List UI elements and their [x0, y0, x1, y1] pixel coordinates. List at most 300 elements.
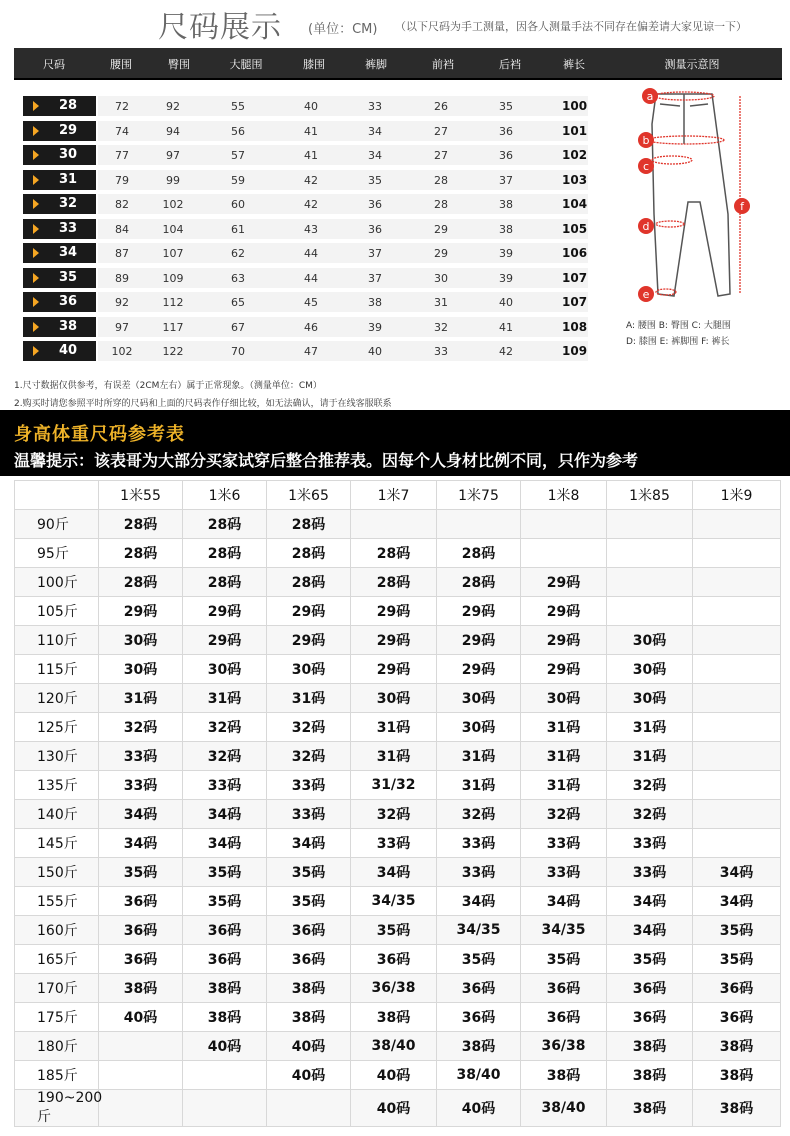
size-value: 72 — [115, 100, 129, 113]
ref-height-header: 1米7 — [351, 481, 437, 510]
ref-weight-cell: 125斤 — [15, 713, 99, 742]
size-value: 39 — [499, 271, 513, 285]
size-value: 122 — [162, 345, 184, 358]
page-title: 尺码展示 — [158, 10, 282, 45]
size-value: 37 — [368, 271, 382, 285]
ref-size-cell — [437, 510, 521, 539]
ref-size-cell: 33码 — [437, 829, 521, 858]
size-value: 36 — [368, 222, 382, 236]
size-label: 34 — [59, 245, 78, 260]
ref-size-cell: 33码 — [437, 858, 521, 887]
size-value: 37 — [499, 173, 513, 187]
arrow-icon — [33, 150, 39, 160]
ref-size-cell: 30码 — [607, 684, 693, 713]
size-row — [0, 145, 600, 165]
size-value: 46 — [304, 320, 318, 334]
ref-size-cell — [693, 655, 781, 684]
ref-weight-cell: 170斤 — [15, 974, 99, 1003]
pants-length: 106 — [562, 246, 588, 260]
ref-size-cell: 33码 — [183, 771, 267, 800]
size-label: 32 — [59, 196, 78, 211]
ref-size-cell: 29码 — [437, 655, 521, 684]
size-value: 62 — [231, 247, 245, 260]
ref-height-header: 1米8 — [521, 481, 607, 510]
size-row — [0, 317, 600, 337]
size-value: 60 — [231, 198, 245, 211]
ref-size-cell: 30码 — [99, 655, 183, 684]
ref-size-cell: 28码 — [267, 539, 351, 568]
ref-weight-cell: 185斤 — [15, 1061, 99, 1090]
measure-lines — [648, 92, 740, 295]
ref-weight-cell: 130斤 — [15, 742, 99, 771]
ref-size-cell: 40码 — [437, 1090, 521, 1127]
ref-size-cell: 36码 — [521, 1003, 607, 1032]
size-tag — [23, 170, 96, 190]
ref-size-cell: 38码 — [267, 1003, 351, 1032]
ref-size-cell: 38码 — [693, 1032, 781, 1061]
ref-size-cell: 28码 — [99, 568, 183, 597]
size-value: 40 — [304, 100, 318, 113]
size-value: 29 — [434, 222, 448, 236]
ref-size-cell: 40码 — [267, 1032, 351, 1061]
size-value: 42 — [499, 345, 513, 358]
ref-size-cell: 32码 — [99, 713, 183, 742]
size-display-title-row — [0, 0, 790, 44]
ref-size-cell: 33码 — [351, 829, 437, 858]
ref-size-cell: 32码 — [267, 713, 351, 742]
ref-size-cell: 36码 — [437, 1003, 521, 1032]
size-value: 102 — [111, 345, 133, 358]
size-value: 36 — [499, 149, 513, 162]
ref-size-cell: 38/40 — [521, 1090, 607, 1127]
ref-size-cell: 31码 — [99, 684, 183, 713]
ref-size-cell: 31码 — [521, 713, 607, 742]
diagram-legend-2: D: 膝围 E: 裤脚围 F: 裤长 — [626, 337, 730, 347]
ref-size-cell: 36码 — [351, 945, 437, 974]
ref-size-cell — [607, 568, 693, 597]
size-label: 29 — [59, 122, 78, 138]
size-tag — [23, 317, 96, 337]
ref-size-cell: 35码 — [607, 945, 693, 974]
ref-row — [15, 1090, 781, 1127]
ref-size-cell: 36码 — [521, 974, 607, 1003]
size-value: 38 — [499, 198, 513, 211]
ref-height-header: 1米75 — [437, 481, 521, 510]
ref-size-cell — [693, 539, 781, 568]
ref-corner-cell — [15, 481, 99, 510]
ref-size-cell: 32码 — [437, 800, 521, 829]
ref-row — [15, 1061, 781, 1090]
ref-size-cell: 31码 — [437, 771, 521, 800]
size-tag — [23, 96, 96, 116]
ref-size-cell: 33码 — [607, 829, 693, 858]
ref-size-cell: 30码 — [607, 626, 693, 655]
size-value: 94 — [166, 124, 180, 138]
ref-row — [15, 626, 781, 655]
ref-weight-cell: 135斤 — [15, 771, 99, 800]
size-value: 45 — [304, 296, 318, 309]
height-weight-table — [14, 480, 781, 1127]
section-title: 身高体重尺码参考表 — [14, 424, 185, 445]
pants-length: 107 — [562, 270, 588, 285]
ref-size-cell: 38码 — [521, 1061, 607, 1090]
svg-text:b: b — [642, 134, 650, 147]
size-label: 38 — [59, 318, 78, 334]
ref-row — [15, 684, 781, 713]
ref-size-cell: 30码 — [99, 626, 183, 655]
size-value: 44 — [304, 271, 318, 285]
ref-height-header: 1米65 — [267, 481, 351, 510]
arrow-icon — [33, 175, 39, 185]
size-value: 89 — [115, 271, 129, 285]
size-value: 27 — [434, 149, 448, 162]
size-value: 74 — [115, 124, 129, 138]
ref-size-cell: 36码 — [437, 974, 521, 1003]
ref-row — [15, 1003, 781, 1032]
ref-size-cell: 34/35 — [351, 887, 437, 916]
ref-size-cell: 31码 — [607, 713, 693, 742]
size-value: 82 — [115, 198, 129, 211]
ref-size-cell: 38码 — [437, 1032, 521, 1061]
ref-size-cell: 34码 — [521, 887, 607, 916]
ref-weight-cell: 90斤 — [15, 510, 99, 539]
ref-size-cell: 35码 — [99, 858, 183, 887]
ref-size-cell — [693, 684, 781, 713]
ref-size-cell: 35码 — [267, 858, 351, 887]
header-back-rise: 后裆 — [499, 58, 521, 71]
ref-size-cell: 36码 — [183, 945, 267, 974]
ref-size-cell: 33码 — [267, 771, 351, 800]
ref-size-cell: 38码 — [351, 1003, 437, 1032]
arrow-icon — [33, 273, 39, 283]
ref-weight-cell: 120斤 — [15, 684, 99, 713]
size-value: 29 — [434, 247, 448, 260]
note-2: 2.购买时请您参照平时所穿的尺码和上面的尺码表作仔细比较，如无法确认，请于在线客服联系 — [14, 399, 392, 409]
size-tag — [23, 341, 96, 361]
ref-size-cell: 35码 — [693, 945, 781, 974]
ref-size-cell: 38码 — [267, 974, 351, 1003]
ref-size-cell: 34码 — [607, 887, 693, 916]
ref-size-cell: 28码 — [183, 539, 267, 568]
ref-size-cell: 38码 — [607, 1090, 693, 1127]
pants-length: 104 — [562, 197, 588, 211]
size-tag — [23, 243, 96, 263]
ref-size-cell: 30码 — [437, 713, 521, 742]
ref-size-cell: 28码 — [351, 568, 437, 597]
header-hip: 臀围 — [168, 58, 190, 71]
size-value: 43 — [304, 222, 318, 236]
size-value: 34 — [368, 124, 382, 138]
ref-size-cell: 33码 — [99, 771, 183, 800]
size-row — [0, 194, 600, 214]
ref-size-cell: 31码 — [351, 742, 437, 771]
ref-row — [15, 568, 781, 597]
arrow-icon — [33, 322, 39, 332]
ref-weight-cell: 160斤 — [15, 916, 99, 945]
ref-row — [15, 510, 781, 539]
ref-size-cell — [521, 510, 607, 539]
note-1: 1.尺寸数据仅供参考，有误差（2CM左右）属于正常现象。（测量单位：CM） — [14, 381, 322, 391]
ref-weight-cell: 155斤 — [15, 887, 99, 916]
size-value: 70 — [231, 345, 245, 358]
size-value: 32 — [434, 320, 448, 334]
size-value: 41 — [304, 124, 318, 138]
ref-size-cell: 29码 — [521, 568, 607, 597]
ref-size-cell: 34码 — [437, 887, 521, 916]
ref-size-cell: 28码 — [267, 568, 351, 597]
ref-size-cell: 36码 — [99, 916, 183, 945]
ref-size-cell: 31码 — [183, 684, 267, 713]
size-value: 38 — [368, 296, 382, 309]
size-value: 39 — [499, 247, 513, 260]
ref-size-cell: 35码 — [693, 916, 781, 945]
ref-size-cell: 29码 — [521, 597, 607, 626]
ref-size-cell: 29码 — [521, 655, 607, 684]
pants-length: 101 — [562, 123, 588, 138]
size-value: 65 — [231, 296, 245, 309]
ref-size-cell: 34码 — [693, 858, 781, 887]
size-value: 33 — [368, 100, 382, 113]
size-value: 41 — [304, 149, 318, 162]
ref-size-cell — [99, 1032, 183, 1061]
size-value: 36 — [499, 124, 513, 138]
ref-row — [15, 597, 781, 626]
ref-size-cell: 32码 — [521, 800, 607, 829]
size-value: 92 — [166, 100, 180, 113]
ref-height-header: 1米85 — [607, 481, 693, 510]
size-value: 102 — [162, 198, 184, 211]
ref-weight-cell: 100斤 — [15, 568, 99, 597]
size-value: 41 — [499, 320, 513, 334]
ref-size-cell: 36/38 — [351, 974, 437, 1003]
ref-size-cell: 29码 — [267, 597, 351, 626]
size-table-header — [14, 48, 782, 80]
section-tip: 温馨提示：该表哥为大部分买家试穿后整合推荐表。因每个人身材比例不同，只作为参考 — [14, 451, 639, 470]
size-tag — [23, 194, 96, 214]
arrow-icon — [33, 199, 39, 209]
size-value: 117 — [162, 320, 184, 334]
ref-size-cell — [693, 568, 781, 597]
ref-weight-cell: 165斤 — [15, 945, 99, 974]
ref-size-cell: 32码 — [267, 742, 351, 771]
size-value: 63 — [231, 271, 245, 285]
size-value: 35 — [368, 173, 382, 187]
size-row — [0, 341, 600, 361]
ref-header-row — [15, 481, 781, 510]
ref-row — [15, 771, 781, 800]
ref-row — [15, 858, 781, 887]
ref-size-cell — [693, 771, 781, 800]
ref-size-cell: 36码 — [267, 945, 351, 974]
pants-length: 103 — [562, 172, 588, 187]
ref-size-cell: 28码 — [99, 539, 183, 568]
ref-size-cell: 34/35 — [437, 916, 521, 945]
ref-size-cell — [521, 539, 607, 568]
size-value: 55 — [231, 100, 245, 113]
pants-outline — [652, 94, 730, 296]
size-row — [0, 243, 600, 263]
title-unit: (单位：CM) — [308, 22, 378, 37]
ref-size-cell: 33码 — [521, 858, 607, 887]
size-value: 33 — [434, 345, 448, 358]
ref-size-cell: 34码 — [99, 800, 183, 829]
ref-size-cell: 28码 — [183, 568, 267, 597]
arrow-icon — [33, 126, 39, 136]
ref-size-cell: 30码 — [437, 684, 521, 713]
size-value: 67 — [231, 320, 245, 334]
size-value: 28 — [434, 173, 448, 187]
size-value: 38 — [499, 222, 513, 236]
ref-size-cell — [693, 800, 781, 829]
header-diagram: 测量示意图 — [664, 58, 720, 71]
pants-length: 107 — [562, 295, 588, 309]
diagram-legend-1: A: 腰围 B: 臀围 C: 大腿围 — [626, 321, 731, 331]
arrow-icon — [33, 248, 39, 258]
size-tag — [23, 121, 96, 141]
ref-size-cell: 34码 — [183, 829, 267, 858]
ref-size-cell — [607, 539, 693, 568]
size-value: 28 — [434, 198, 448, 211]
size-value: 109 — [162, 271, 184, 285]
size-value: 61 — [231, 222, 245, 236]
ref-size-cell — [607, 597, 693, 626]
measurement-diagram — [600, 84, 780, 354]
ref-weight-cell: 145斤 — [15, 829, 99, 858]
ref-size-cell: 30码 — [607, 655, 693, 684]
size-value: 42 — [304, 173, 318, 187]
header-waist: 腰围 — [110, 58, 132, 71]
ref-size-cell: 29码 — [521, 626, 607, 655]
ref-weight-cell: 140斤 — [15, 800, 99, 829]
ref-size-cell: 36码 — [607, 1003, 693, 1032]
height-weight-table-wrap — [14, 480, 780, 1130]
svg-text:d: d — [642, 220, 650, 233]
ref-size-cell — [693, 713, 781, 742]
ref-row — [15, 713, 781, 742]
size-value: 31 — [434, 296, 448, 309]
ref-row — [15, 1032, 781, 1061]
ref-height-header: 1米9 — [693, 481, 781, 510]
ref-size-cell: 35码 — [351, 916, 437, 945]
ref-size-cell: 29码 — [351, 597, 437, 626]
ref-size-cell: 35码 — [183, 858, 267, 887]
size-value: 104 — [162, 222, 184, 236]
ref-size-cell: 32码 — [351, 800, 437, 829]
header-length: 裤长 — [563, 58, 585, 71]
svg-text:c: c — [642, 160, 650, 173]
ref-row — [15, 539, 781, 568]
size-value: 26 — [434, 100, 448, 113]
size-value: 87 — [115, 247, 129, 260]
height-weight-header — [0, 410, 790, 476]
svg-text:e: e — [642, 288, 650, 301]
size-value: 27 — [434, 124, 448, 138]
ref-row — [15, 655, 781, 684]
size-value: 36 — [368, 198, 382, 211]
ref-size-cell: 40码 — [183, 1032, 267, 1061]
ref-size-cell: 36码 — [267, 916, 351, 945]
ref-size-cell: 33码 — [607, 858, 693, 887]
ref-size-cell: 34码 — [607, 916, 693, 945]
ref-weight-cell: 175斤 — [15, 1003, 99, 1032]
ref-weight-cell: 190~200斤 — [15, 1090, 99, 1127]
size-value: 57 — [231, 149, 245, 162]
ref-size-cell: 38码 — [693, 1090, 781, 1127]
size-row — [0, 219, 600, 239]
ref-size-cell: 34码 — [693, 887, 781, 916]
size-label: 28 — [59, 98, 78, 113]
ref-weight-cell: 180斤 — [15, 1032, 99, 1061]
ref-size-cell: 32码 — [607, 771, 693, 800]
size-value: 56 — [231, 124, 245, 138]
ref-weight-cell: 105斤 — [15, 597, 99, 626]
header-front-rise: 前裆 — [432, 58, 454, 71]
ref-size-cell: 34码 — [183, 800, 267, 829]
size-row — [0, 121, 600, 141]
size-value: 40 — [499, 296, 513, 309]
ref-size-cell: 32码 — [607, 800, 693, 829]
ref-size-cell: 40码 — [351, 1061, 437, 1090]
arrow-icon — [33, 101, 39, 111]
size-value: 30 — [434, 271, 448, 285]
ref-size-cell: 38/40 — [351, 1032, 437, 1061]
ref-size-cell: 33码 — [267, 800, 351, 829]
ref-weight-cell: 110斤 — [15, 626, 99, 655]
ref-size-cell: 29码 — [351, 655, 437, 684]
pants-length: 105 — [562, 221, 588, 236]
size-value: 97 — [115, 320, 129, 334]
size-label: 30 — [59, 147, 78, 162]
ref-size-cell: 30码 — [183, 655, 267, 684]
size-value: 107 — [162, 247, 184, 260]
ref-size-cell: 29码 — [437, 626, 521, 655]
ref-weight-cell: 150斤 — [15, 858, 99, 887]
ref-size-cell: 36/38 — [521, 1032, 607, 1061]
ref-size-cell: 34码 — [99, 829, 183, 858]
ref-size-cell: 38码 — [693, 1061, 781, 1090]
ref-size-cell: 38码 — [183, 974, 267, 1003]
size-row — [0, 96, 600, 116]
ref-size-cell: 28码 — [267, 510, 351, 539]
size-value: 42 — [304, 198, 318, 211]
ref-size-cell: 38码 — [183, 1003, 267, 1032]
ref-size-cell: 31码 — [437, 742, 521, 771]
size-label: 35 — [59, 269, 78, 285]
ref-row — [15, 916, 781, 945]
size-row — [0, 170, 600, 190]
size-value: 40 — [368, 345, 382, 358]
ref-size-cell — [99, 1061, 183, 1090]
ref-size-cell: 38码 — [99, 974, 183, 1003]
ref-size-cell — [607, 510, 693, 539]
ref-size-cell: 38码 — [607, 1061, 693, 1090]
size-value: 99 — [166, 173, 180, 187]
size-value: 39 — [368, 320, 382, 334]
ref-size-cell — [351, 510, 437, 539]
ref-size-cell: 33码 — [521, 829, 607, 858]
header-size: 尺码 — [43, 58, 65, 71]
ref-size-cell — [693, 742, 781, 771]
ref-size-cell: 36码 — [693, 1003, 781, 1032]
ref-weight-cell: 95斤 — [15, 539, 99, 568]
ref-size-cell: 38码 — [607, 1032, 693, 1061]
pants-length: 100 — [562, 99, 588, 113]
ref-size-cell: 28码 — [351, 539, 437, 568]
arrow-icon — [33, 297, 39, 307]
ref-size-cell: 36码 — [607, 974, 693, 1003]
ref-size-cell: 36码 — [99, 945, 183, 974]
ref-size-cell: 38/40 — [437, 1061, 521, 1090]
